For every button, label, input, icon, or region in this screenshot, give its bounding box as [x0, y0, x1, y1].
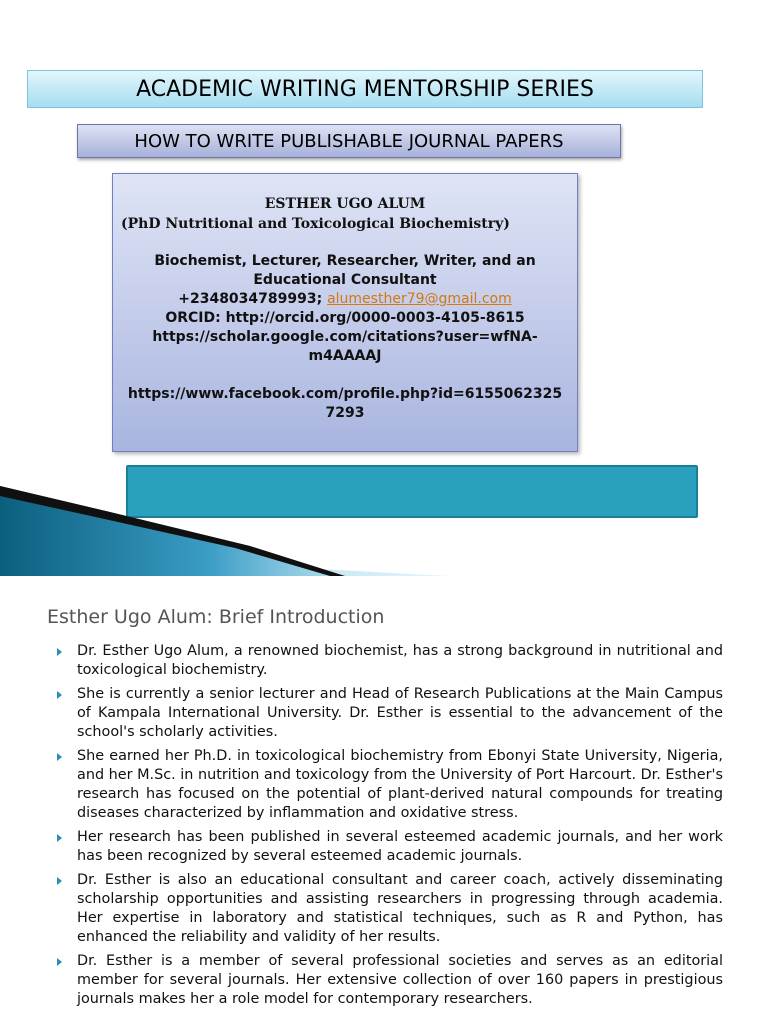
- intro-heading: Esther Ugo Alum: Brief Introduction: [47, 606, 385, 628]
- bullet-text: Dr. Esther is also an educational consultant and career coach, actively disseminating scholarship opportunities and assisting researchers in progressing through academia. Her expertise in laboratory and statistical techniques, such as R and Python, has enhanced the reliability and validity of her results.: [77, 872, 723, 945]
- email-link[interactable]: alumesther79@gmail.com: [327, 291, 512, 307]
- scholar-link-line1: https://scholar.google.com/citations?user=wfNA-: [152, 329, 538, 345]
- list-item: [57, 871, 723, 947]
- orcid-line: ORCID: http://orcid.org/0000-0003-4105-8615: [165, 310, 525, 326]
- subtitle: HOW TO WRITE PUBLISHABLE JOURNAL PAPERS: [134, 130, 564, 152]
- bullet-text: Her research has been published in several esteemed academic journals, and her work has been recognized by several esteemed academic journals.: [77, 829, 723, 864]
- list-item: [57, 642, 723, 680]
- list-item: [57, 952, 723, 1009]
- author-info-box: [112, 173, 578, 452]
- triangle-right-icon: [57, 877, 62, 885]
- decorative-swoosh: [0, 480, 768, 576]
- bullet-list: [57, 642, 723, 1014]
- triangle-right-icon: [57, 753, 62, 761]
- facebook-link-line1: https://www.facebook.com/profile.php?id=6155062325: [127, 386, 563, 402]
- bullet-text: Dr. Esther Ugo Alum, a renowned biochemist, has a strong background in nutritional and toxicological biochemistry.: [77, 643, 723, 678]
- triangle-right-icon: [57, 648, 62, 656]
- list-item: [57, 828, 723, 866]
- contact-line: [117, 290, 573, 309]
- facebook-link-line2: 7293: [325, 405, 365, 421]
- series-title: ACADEMIC WRITING MENTORSHIP SERIES: [136, 76, 594, 102]
- scholar-link-line2: m4AAAAJ: [308, 348, 382, 364]
- bullet-text: Dr. Esther is a member of several professional societies and serves as an editorial member for several journals. Her extensive collection of over 160 papers in prestigious journals makes her a role model for contemporary researchers.: [77, 953, 723, 1007]
- triangle-right-icon: [57, 834, 62, 842]
- bullet-text: She is currently a senior lecturer and Head of Research Publications at the Main Campus of Kampala International University. Dr. Esther is essential to the advancement of the school's scholarly activities.: [77, 686, 723, 740]
- intro-slide: [0, 576, 768, 1024]
- phone-number: +2348034789993;: [178, 291, 328, 307]
- bullet-text: She earned her Ph.D. in toxicological biochemistry from Ebonyi State University, Nigeria, and her M.Sc. in nutrition and toxicology from the University of Port Harcourt. Dr. Esther's research has focused on the potential of plant-derived natural compounds for treating diseases characterized by inflammation and oxidative stress.: [77, 748, 723, 821]
- triangle-right-icon: [57, 691, 62, 699]
- subtitle-banner: [77, 124, 621, 158]
- list-item: [57, 685, 723, 742]
- list-item: [57, 747, 723, 823]
- author-name: ESTHER UGO ALUM: [264, 196, 426, 212]
- series-title-banner: [27, 70, 703, 108]
- author-details: [117, 252, 573, 423]
- author-degree: (PhD Nutritional and Toxicological Biochemistry): [121, 216, 510, 232]
- triangle-right-icon: [57, 958, 62, 966]
- author-roles-line1: Biochemist, Lecturer, Researcher, Writer, and an: [154, 253, 536, 269]
- author-roles-line2: Educational Consultant: [253, 272, 437, 288]
